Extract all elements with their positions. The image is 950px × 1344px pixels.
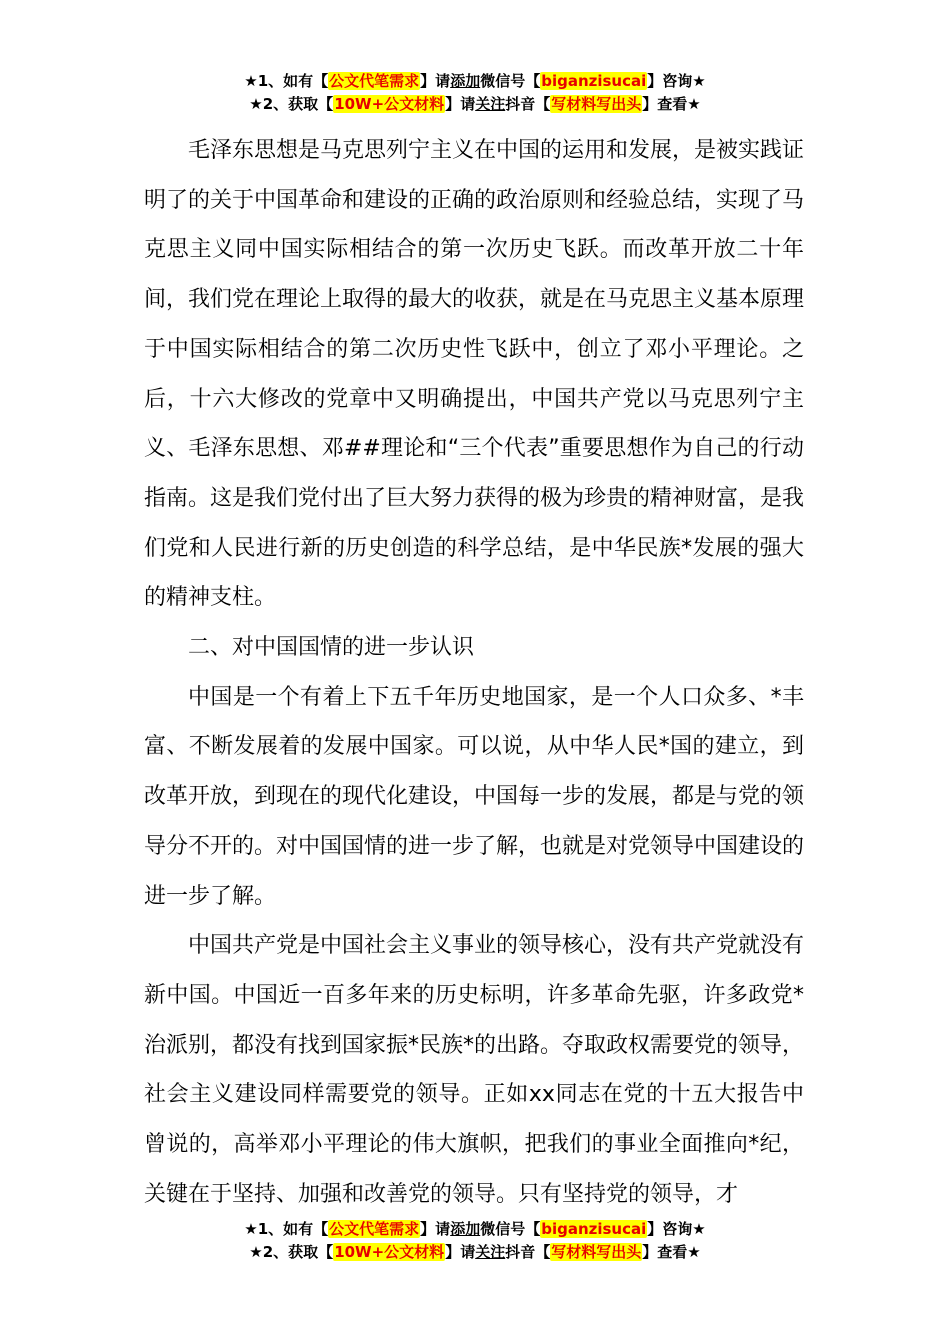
banner-text: ★2、获取【 bbox=[249, 1243, 334, 1261]
banner-text: 微信号【 bbox=[480, 72, 541, 90]
banner-text: 】请 bbox=[420, 1220, 451, 1238]
footer-banner bbox=[0, 1218, 950, 1264]
banner-text: 】咨询★ bbox=[647, 1220, 706, 1238]
banner-text: ★2、获取【 bbox=[249, 95, 334, 113]
section-heading: 二、对中国国情的进一步认识 bbox=[188, 635, 475, 661]
banner-text: 】查看★ bbox=[642, 1243, 701, 1261]
banner-line-1 bbox=[0, 70, 950, 93]
banner-text: 】查看★ bbox=[642, 95, 701, 113]
paragraph: 中国共产党是中国社会主义事业的领导核心，没有共产党就没有新中国。中国近一百多年来的历史标明，许多革命先驱，许多政党*治派别，都没有找到国家振*民族*的出路。夺取政权需要党的领导，社会主义建设同样需要党的领导。正如xx同志在党的十五大报告中曾说的，高举邓小平理论的伟大旗帜，把我们的事业全面推向*纪，关键在于坚持、加强和改善党的领导。只有坚持党的领导，才 bbox=[144, 933, 805, 1207]
douyin-id-highlight: 写材料写出头 bbox=[551, 1243, 642, 1261]
banner-underlined: 添加 bbox=[450, 1220, 481, 1238]
banner-line-2 bbox=[0, 1241, 950, 1264]
banner-text: 】请 bbox=[445, 95, 476, 113]
banner-line-1 bbox=[0, 1218, 950, 1241]
wechat-id-highlight: biganzisucai bbox=[541, 1220, 647, 1238]
document-body bbox=[144, 126, 804, 1219]
banner-text: ★1、如有【 bbox=[244, 1220, 329, 1238]
banner-text: 抖音【 bbox=[505, 1243, 551, 1261]
banner-highlight: 公文代笔需求 bbox=[329, 72, 420, 90]
paragraph: 中国是一个有着上下五千年历史地国家，是一个人口众多、*丰富、不断发展着的发展中国家。可以说，从中华人民*国的建立，到改革开放，到现在的现代化建设，中国每一步的发展，都是与党的领导分不开的。对中国国情的进一步了解，也就是对党领导中国建设的进一步了解。 bbox=[144, 684, 805, 909]
paragraph: 毛泽东思想是马克思列宁主义在中国的运用和发展，是被实践证明了的关于中国革命和建设的正确的政治原则和经验总结，实现了马克思主义同中国实际相结合的第一次历史飞跃。而改革开放二十年间，我们党在理论上取得的最大的收获，就是在马克思主义基本原理于中国实际相结合的第二次历史性飞跃中，创立了邓小平理论。之后，十六大修改的党章中又明确提出，中国共产党以马克思列宁主义、毛泽东思想、邓##理论和“三个代表”重要思想作为自己的行动指南。这是我们党付出了巨大努力获得的极为珍贵的精神财富，是我们党和人民进行新的历史创造的科学总结，是中华民族*发展的强大的精神支柱。 bbox=[144, 138, 805, 611]
banner-highlight: 公文代笔需求 bbox=[329, 1220, 420, 1238]
banner-text: 微信号【 bbox=[480, 1220, 541, 1238]
banner-text: 】请 bbox=[420, 72, 451, 90]
banner-highlight: 10W+公文材料 bbox=[334, 1243, 445, 1261]
banner-text: 】请 bbox=[445, 1243, 476, 1261]
banner-underlined: 关注 bbox=[475, 95, 506, 113]
banner-text: 】咨询★ bbox=[647, 72, 706, 90]
banner-line-2 bbox=[0, 93, 950, 116]
banner-text: 抖音【 bbox=[505, 95, 551, 113]
banner-underlined: 添加 bbox=[450, 72, 481, 90]
banner-highlight: 10W+公文材料 bbox=[334, 95, 445, 113]
header-banner bbox=[0, 70, 950, 116]
banner-underlined: 关注 bbox=[475, 1243, 506, 1261]
wechat-id-highlight: biganzisucai bbox=[541, 72, 647, 90]
douyin-id-highlight: 写材料写出头 bbox=[551, 95, 642, 113]
banner-text: ★1、如有【 bbox=[244, 72, 329, 90]
